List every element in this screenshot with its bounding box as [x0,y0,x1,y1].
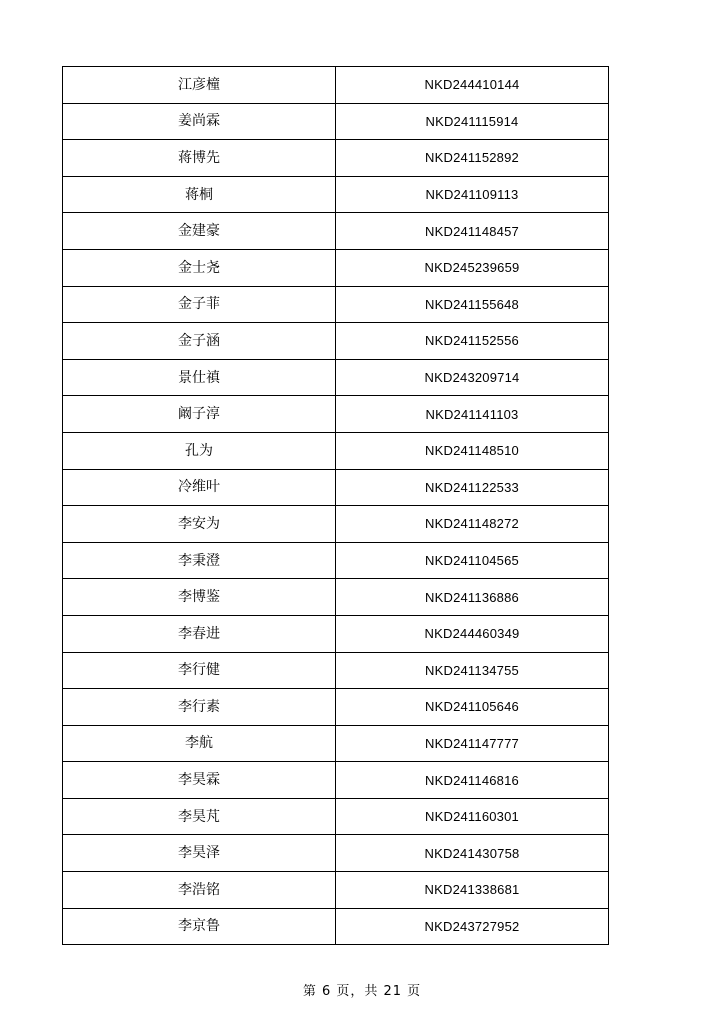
id-cell: NKD241152892 [336,140,609,177]
table-row [63,579,609,616]
page-number-footer: 第 6 页，共 21 页 [302,984,422,999]
id-cell: NKD241147777 [336,725,609,762]
table-row [63,542,609,579]
table-row [63,872,609,909]
id-cell: NKD243727952 [336,908,609,945]
table-row [63,835,609,872]
name-cell: 李昊霖 [63,762,336,799]
table-row [63,103,609,140]
name-cell: 江彦橦 [63,67,336,104]
table-row [63,213,609,250]
name-cell: 金士尧 [63,249,336,286]
table-row [63,689,609,726]
table-row [63,652,609,689]
name-cell: 李秉澄 [63,542,336,579]
table-row [63,323,609,360]
id-cell: NKD241430758 [336,835,609,872]
id-cell: NKD241148457 [336,213,609,250]
table-row [63,725,609,762]
table-row [63,615,609,652]
name-cell: 阚子淳 [63,396,336,433]
table-row [63,286,609,323]
id-cell: NKD241141103 [336,396,609,433]
name-cell: 姜尚霖 [63,103,336,140]
table-row [63,140,609,177]
name-cell: 李行健 [63,652,336,689]
name-cell: 蒋博先 [63,140,336,177]
name-cell: 李春进 [63,615,336,652]
name-cell: 李昊泽 [63,835,336,872]
id-cell: NKD241109113 [336,176,609,213]
table-row [63,176,609,213]
name-cell: 金子涵 [63,323,336,360]
table-row [63,249,609,286]
name-cell: 蒋桐 [63,176,336,213]
id-cell: NKD241104565 [336,542,609,579]
id-cell: NKD241160301 [336,798,609,835]
table-row [63,359,609,396]
id-cell: NKD241136886 [336,579,609,616]
table-row [63,469,609,506]
id-cell: NKD241134755 [336,652,609,689]
table-row [63,908,609,945]
roster-table [62,66,609,945]
name-cell: 李航 [63,725,336,762]
name-cell: 金子菲 [63,286,336,323]
id-cell: NKD241155648 [336,286,609,323]
id-cell: NKD244460349 [336,615,609,652]
id-cell: NKD241148272 [336,506,609,543]
table-row [63,67,609,104]
id-cell: NKD241122533 [336,469,609,506]
name-cell: 李昊芃 [63,798,336,835]
id-cell: NKD241338681 [336,872,609,909]
name-cell: 冷维叶 [63,469,336,506]
name-cell: 李浩铭 [63,872,336,909]
name-cell: 李博鉴 [63,579,336,616]
id-cell: NKD241105646 [336,689,609,726]
table-row [63,506,609,543]
table-row [63,396,609,433]
name-cell: 金建豪 [63,213,336,250]
name-cell: 李行素 [63,689,336,726]
id-cell: NKD244410144 [336,67,609,104]
id-cell: NKD241152556 [336,323,609,360]
id-cell: NKD241148510 [336,432,609,469]
id-cell: NKD241115914 [336,103,609,140]
table-row [63,798,609,835]
table-row [63,762,609,799]
name-cell: 李安为 [63,506,336,543]
name-cell: 孔为 [63,432,336,469]
name-cell: 景仕禛 [63,359,336,396]
table-row [63,432,609,469]
name-cell: 李京鲁 [63,908,336,945]
id-cell: NKD243209714 [336,359,609,396]
id-cell: NKD241146816 [336,762,609,799]
id-cell: NKD245239659 [336,249,609,286]
roster-table-body [63,67,609,945]
